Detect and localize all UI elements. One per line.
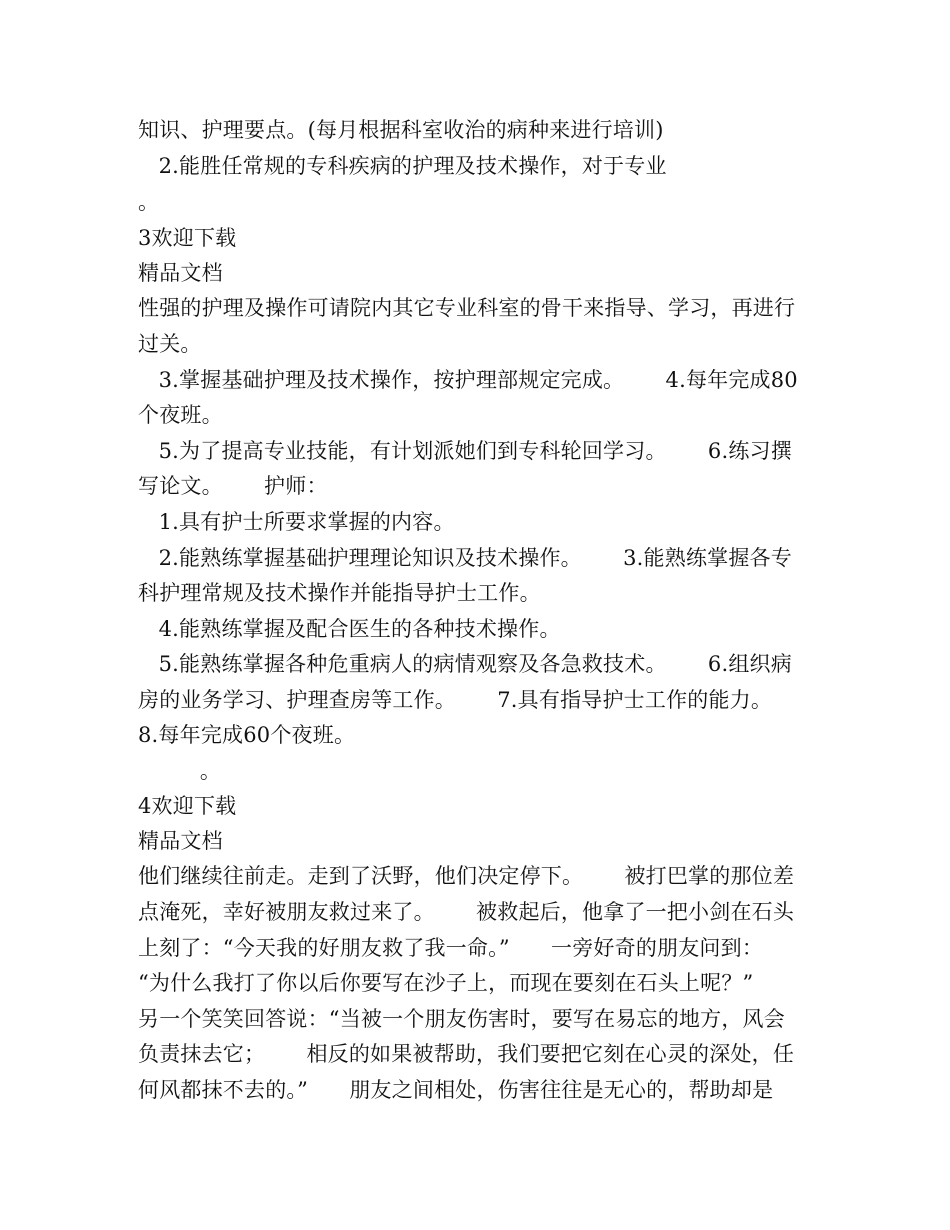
page-number-label: 4欢迎下载 xyxy=(138,794,237,818)
header-label: 精品文档 xyxy=(138,261,223,285)
text-line: 。 xyxy=(138,759,222,783)
text-line: 性强的护理及操作可请院内其它专业科室的骨干来指导、学习，再进行 xyxy=(138,296,796,320)
text-line: “为什么我打了你以后你要写在沙子上，而现在要刻在石头上呢？” xyxy=(138,971,754,995)
page-number-label: 3欢迎下载 xyxy=(138,226,237,250)
text-line: 过关。 xyxy=(138,332,202,356)
text-line: 负责抹去它； 相反的如果被帮助，我们要把它刻在心灵的深处，任 xyxy=(138,1042,795,1066)
text-line: 5.为了提高专业技能，有计划派她们到专科轮回学习。 6.练习撰 xyxy=(138,439,792,463)
text-line: 何风都抹不去的。” 朋友之间相处，伤害往往是无心的，帮助却是 xyxy=(138,1078,774,1102)
text-line: 个夜班。 xyxy=(138,403,223,427)
text-line: 他们继续往前走。走到了沃野，他们决定停下。 被打巴掌的那位差 xyxy=(138,864,795,888)
text-line: 2.能熟练掌握基础护理理论知识及技术操作。 3.能熟练掌握各专 xyxy=(138,546,792,570)
text-line: 知识、护理要点。(每月根据科室收治的病种来进行培训) xyxy=(138,118,664,142)
text-line: 4.能熟练掌握及配合医生的各种技术操作。 xyxy=(138,617,561,641)
text-line: 房的业务学习、护理查房等工作。 7.具有指导护士工作的能力。 xyxy=(138,688,773,712)
text-line: 8.每年完成60个夜班。 xyxy=(138,723,356,747)
text-line: 点淹死，幸好被朋友救过来了。 被救起后，他拿了一把小剑在石头 xyxy=(138,900,795,924)
text-line: 科护理常规及技术操作并能指导护士工作。 xyxy=(138,581,541,605)
text-line: 上刻了：“今天我的好朋友救了我一命。” 一旁好奇的朋友问到： xyxy=(138,936,764,960)
text-line: 另一个笑笑回答说：“当被一个朋友伤害时，要写在易忘的地方，风会 xyxy=(138,1007,785,1031)
text-line: 3.掌握基础护理及技术操作，按护理部规定完成。 4.每年完成80 xyxy=(138,368,798,392)
header-label: 精品文档 xyxy=(138,829,223,853)
text-line: 写论文。 护师： xyxy=(138,474,328,498)
text-line: 1.具有护士所要求掌握的内容。 xyxy=(138,510,455,534)
text-line: 5.能熟练掌握各种危重病人的病情观察及各急救技术。 6.组织病 xyxy=(138,652,792,676)
text-line: 。 xyxy=(138,190,160,214)
text-line: 2.能胜任常规的专科疾病的护理及技术操作，对于专业 xyxy=(138,154,667,178)
